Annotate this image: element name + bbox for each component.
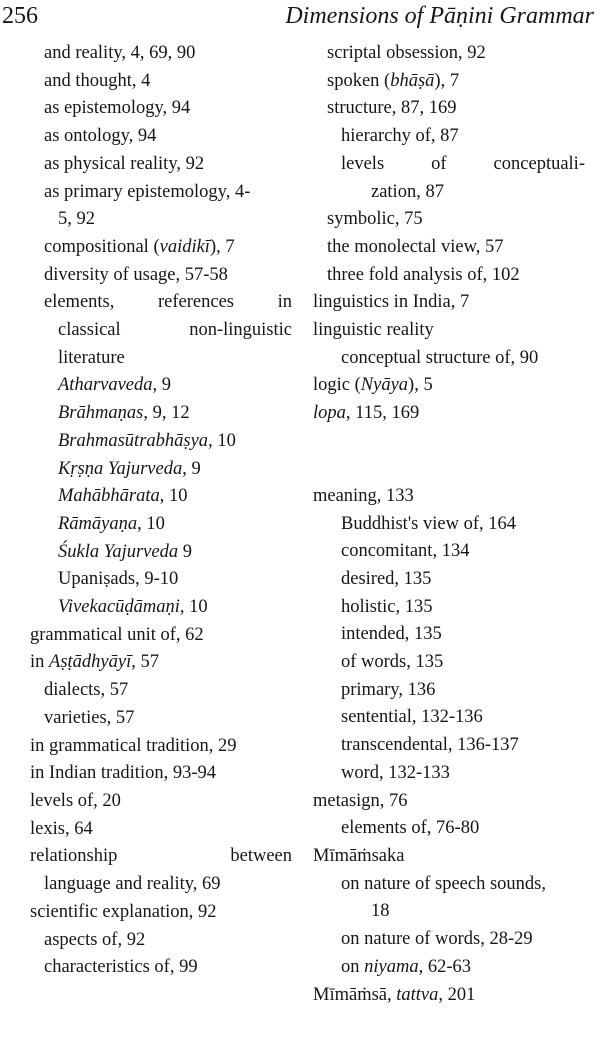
index-subentry: Mahābhārata, 10 xyxy=(58,486,188,507)
index-subentry: word, 132-133 xyxy=(341,762,450,783)
index-entry: relationship between xyxy=(30,846,292,867)
index-subentry: conceptual structure of, 90 xyxy=(341,347,539,368)
index-entry: compositional (vaidikī), 7 xyxy=(44,236,235,257)
index-subentry: Atharvaveda, 9 xyxy=(58,375,172,396)
running-title: Dimensions of Pāṇini Grammar xyxy=(285,3,594,29)
index-entry: and thought, 4 xyxy=(44,70,151,91)
index-subentry: levels of conceptuali- xyxy=(341,153,585,174)
index-subentry: holistic, 135 xyxy=(341,596,433,617)
index-entry: as ontology, 94 xyxy=(44,126,157,147)
index-subentry: Vivekacūḍāmaṇi, 10 xyxy=(58,597,208,618)
index-entry: Mīmāṁsā, tattva, 201 xyxy=(313,984,476,1005)
index-entry-continuation: 5, 92 xyxy=(58,209,95,230)
index-entry-continuation: classical non-linguistic xyxy=(58,320,292,341)
index-entry: as physical reality, 92 xyxy=(44,153,205,174)
index-subentry: hierarchy of, 87 xyxy=(341,126,459,147)
index-subentry: sentential, 132-136 xyxy=(341,707,483,728)
section-gap xyxy=(313,428,585,483)
index-entry: diversity of usage, 57-58 xyxy=(44,264,228,285)
index-entry: meaning, 133 xyxy=(313,485,414,506)
index-subentry: Brahmasūtrabhāṣya, 10 xyxy=(58,430,236,451)
index-subentry: primary, 136 xyxy=(341,679,436,700)
index-entry: and reality, 4, 69, 90 xyxy=(44,43,196,63)
index-entry: in grammatical tradition, 29 xyxy=(30,735,237,756)
index-entry-continuation: zation, 87 xyxy=(371,181,444,202)
index-column-right xyxy=(313,40,585,1009)
index-entry-continuation: language and reality, 69 xyxy=(44,874,221,895)
index-entry: as primary epistemology, 4- xyxy=(44,181,251,202)
index-entry: linguistic reality xyxy=(313,320,434,341)
index-entry: the monolectal view, 57 xyxy=(327,236,504,257)
index-subentry: Buddhist's view of, 164 xyxy=(341,513,516,534)
index-entry: scientific explanation, 92 xyxy=(30,901,217,922)
index-entry: structure, 87, 169 xyxy=(327,98,457,119)
index-subentry: dialects, 57 xyxy=(44,680,129,701)
index-subentry: Rāmāyaṇa, 10 xyxy=(58,513,165,534)
index-entry: grammatical unit of, 62 xyxy=(30,624,204,645)
index-subentry: of words, 135 xyxy=(341,652,444,673)
index-subentry: intended, 135 xyxy=(341,624,442,645)
page-number: 256 xyxy=(2,3,38,29)
index-subentry: characteristics of, 99 xyxy=(44,957,198,978)
index-entry: scriptal obsession, 92 xyxy=(327,43,486,63)
index-entry-continuation: 18 xyxy=(371,901,390,922)
index-entry: in Indian tradition, 93-94 xyxy=(30,763,216,784)
index-subentry: concomitant, 134 xyxy=(341,541,470,562)
index-entry: lopa, 115, 169 xyxy=(313,403,420,424)
index-entry: Mīmāṁsaka xyxy=(313,845,405,866)
index-entry: as epistemology, 94 xyxy=(44,98,191,119)
index-subentry: desired, 135 xyxy=(341,568,432,589)
index-subentry: on nature of speech sounds, xyxy=(341,873,546,894)
index-entry: metasign, 76 xyxy=(313,790,408,811)
index-entry-continuation: literature xyxy=(58,347,125,368)
index-subentry: Upaniṣads, 9-10 xyxy=(58,569,179,590)
index-entry: in Aṣṭādhyāyī, 57 xyxy=(30,652,159,673)
index-subentry: varieties, 57 xyxy=(44,707,135,728)
index-subentry: Kṛṣṇa Yajurveda, 9 xyxy=(58,458,201,479)
index-entry: symbolic, 75 xyxy=(327,209,423,230)
index-subentry: on niyama, 62-63 xyxy=(341,956,472,977)
page-header xyxy=(0,0,600,36)
index-entry: linguistics in India, 7 xyxy=(313,292,470,313)
index-column-left xyxy=(30,40,292,982)
index-subentry: aspects of, 92 xyxy=(44,929,146,950)
index-entry: elements, references in xyxy=(44,292,292,313)
index-entry: logic (Nyāya), 5 xyxy=(313,375,433,396)
index-entry: three fold analysis of, 102 xyxy=(327,264,520,285)
index-entry: lexis, 64 xyxy=(30,818,93,839)
index-subentry: on nature of words, 28-29 xyxy=(341,929,533,950)
index-entry: spoken (bhāṣā), 7 xyxy=(327,70,460,91)
index-subentry: Brāhmaṇas, 9, 12 xyxy=(58,403,190,424)
index-entry: levels of, 20 xyxy=(30,790,121,811)
index-subentry: transcendental, 136-137 xyxy=(341,735,519,756)
index-subentry: Śukla Yajurveda 9 xyxy=(58,541,192,562)
index-subentry: elements of, 76-80 xyxy=(341,818,480,839)
